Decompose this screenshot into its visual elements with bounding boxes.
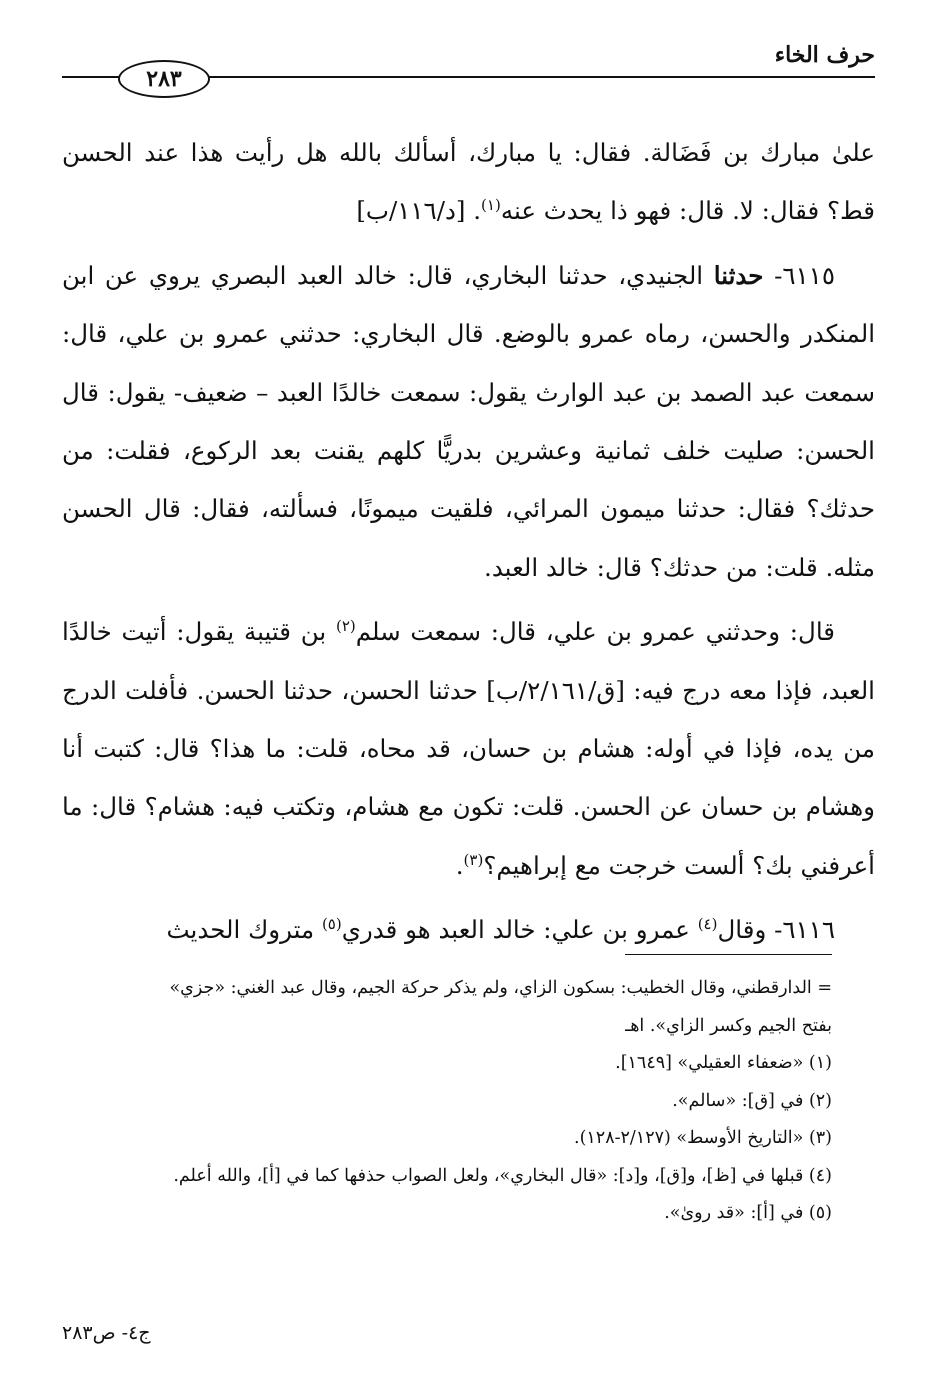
footnote-2: (٢) في [ق]: «سالم». [672, 1090, 832, 1111]
paragraph-qala [62, 603, 875, 895]
entry-number: ٦١١٦- [774, 915, 835, 945]
manuscript-ref: . [د/١١٦/ب] [356, 196, 482, 226]
hadith-6115 [62, 247, 875, 597]
volume-page-reference: ج٤- ص٢٨٣ [62, 1322, 151, 1344]
footnote-continuation: بفتح الجيم وكسر الزاي». اهـ [625, 1015, 832, 1036]
footnote-marker: (٢) [335, 617, 356, 636]
page-number-badge [118, 60, 210, 98]
footnote-marker: (٥) [321, 915, 342, 934]
entry-text: الجنيدي، حدثنا البخاري، قال: خالد العبد البصري يروي عن ابن المنكدر والحسن، رماه عمرو بالوضع. قال البخاري: حدثني عمرو بن علي، قال: سمعت عبد الصمد بن عبد الوارث يقول: سمعت خالدًا العبد – ضعيف- يقول: قال الحسن: صليت خلف ثمانية وعشرين بدريًّا كلهم يقنت بعد الركوع، فقلت: من حدثك؟ فقال: حدثنا ميمون المرائي، فلقيت ميمونًا، فسألته، فقال: قال الحسن مثله. قلت: من حدثك؟ قال: خالد العبد. [62, 260, 875, 582]
entry-text: عمرو بن علي: خالد العبد هو قدري [341, 915, 690, 945]
hadith-6116 [62, 901, 875, 959]
footnote-5: (٥) في [أ]: «قد روىٰ». [664, 1203, 832, 1223]
footnote-marker: (٤) [697, 915, 718, 934]
entry-keyword: حدثنا [713, 260, 764, 290]
footnote-continuation: = الدارقطني، وقال الخطيب: بسكون الزاي، ولم يذكر حركة الجيم، وقال عبد الغني: «جزي» [169, 978, 832, 998]
footnotes [62, 970, 832, 1233]
footnote-3: (٣) «التاريخ الأوسط» (٢/١٢٧-١٢٨). [574, 1128, 832, 1148]
paragraph-continuation [62, 124, 875, 241]
main-text [62, 124, 875, 960]
entry-text: وقال [717, 915, 767, 945]
entry-text: قال: وحدثني عمرو بن علي، قال: سمعت سلم [355, 617, 836, 647]
text-line: علىٰ مبارك بن فَضَالة. فقال: يا مبارك، أسألك بالله هل رأيت هذا عند الحسن [62, 138, 875, 167]
footnote-marker: (٣) [463, 850, 484, 869]
section-title: حرف الخاء [774, 42, 875, 68]
page-number: ٢٨٣ [146, 66, 182, 92]
entry-text: بن قتيبة يقول: أتيت خالدًا العبد، فإذا معه درج فيه: [ق/٢/١٦١/ب] حدثنا الحسن، حدثنا الحسن. فأفلت الدرج من يده، فإذا في أوله: هشام بن حسان، قد محاه، قلت: ما هذا؟ قال: كتبت أنا وهشام بن حسان عن الحسن. قلت: تكون مع هشام، وتكتب فيه: هشام؟ قال: ما أعرفني بك؟ ألست خرجت مع إبراهيم؟ [62, 617, 875, 880]
entry-text: متروك الحديث [166, 915, 315, 945]
entry-number: ٦١١٥- [774, 260, 835, 290]
text-line: قط؟ فقال: لا. قال: فهو ذا يحدث عنه [500, 196, 875, 226]
footnote-1: (١) «ضعفاء العقيلي» [١٦٤٩]. [615, 1053, 832, 1073]
footnote-marker: (١) [481, 196, 501, 215]
footnote-rule [625, 954, 832, 955]
entry-text: . [455, 850, 464, 880]
footnote-4: (٤) قبلها في [ظ]، و[ق]، و[د]: «قال البخاري»، ولعل الصواب حذفها كما في [أ]، والله أعلم. [173, 1165, 832, 1186]
